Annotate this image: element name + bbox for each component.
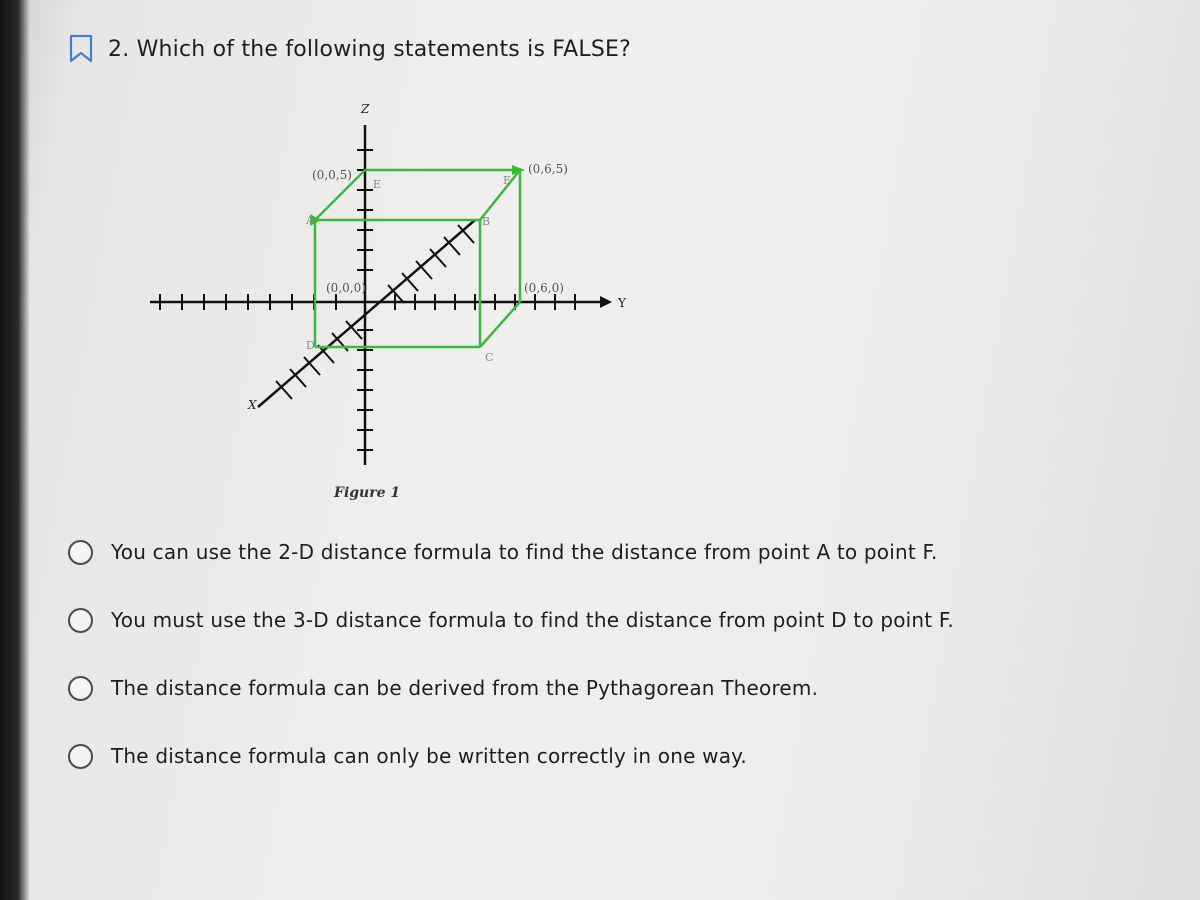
question-text: 2. Which of the following statements is FALSE? <box>108 36 631 62</box>
label-a: A <box>306 214 314 227</box>
figure-1 <box>140 95 640 519</box>
x-axis-ticks <box>276 225 474 399</box>
option-3[interactable] <box>68 671 954 705</box>
label-b: B <box>482 215 491 228</box>
radio-button[interactable] <box>68 744 93 769</box>
option-text: You must use the 3-D distance formula to find the distance from point D to point F. <box>111 608 954 632</box>
figure-caption: Figure 1 <box>334 485 401 501</box>
question-header <box>68 34 631 64</box>
label-d: D <box>306 339 315 352</box>
y-axis-arrow <box>600 296 612 308</box>
label-e: E <box>373 178 382 191</box>
option-text: You can use the 2-D distance formula to find the distance from point A to point F. <box>111 540 938 564</box>
option-2[interactable] <box>68 603 954 637</box>
label-005: (0,0,5) <box>312 168 352 182</box>
option-text: The distance formula can only be written correctly in one way. <box>111 744 747 768</box>
x-axis <box>258 220 475 407</box>
option-text: The distance formula can be derived from the Pythagorean Theorem. <box>111 676 819 700</box>
label-000: (0,0,0) <box>326 281 366 295</box>
label-c: C <box>485 351 494 364</box>
coordinate-figure <box>140 95 640 515</box>
x-axis-label: X <box>248 398 257 412</box>
bookmark-icon[interactable] <box>68 34 94 64</box>
z-axis-label: Z <box>361 102 370 116</box>
green-box <box>315 170 520 347</box>
label-060: (0,6,0) <box>524 281 564 295</box>
y-axis-label: Y <box>618 296 626 310</box>
screen-edge-shadow <box>0 0 30 900</box>
option-1[interactable] <box>68 535 954 569</box>
radio-button[interactable] <box>68 676 93 701</box>
label-065: (0,6,5) <box>528 162 568 176</box>
radio-button[interactable] <box>68 540 93 565</box>
answer-options <box>68 535 954 807</box>
label-f: F <box>503 174 511 187</box>
option-4[interactable] <box>68 739 954 773</box>
radio-button[interactable] <box>68 608 93 633</box>
